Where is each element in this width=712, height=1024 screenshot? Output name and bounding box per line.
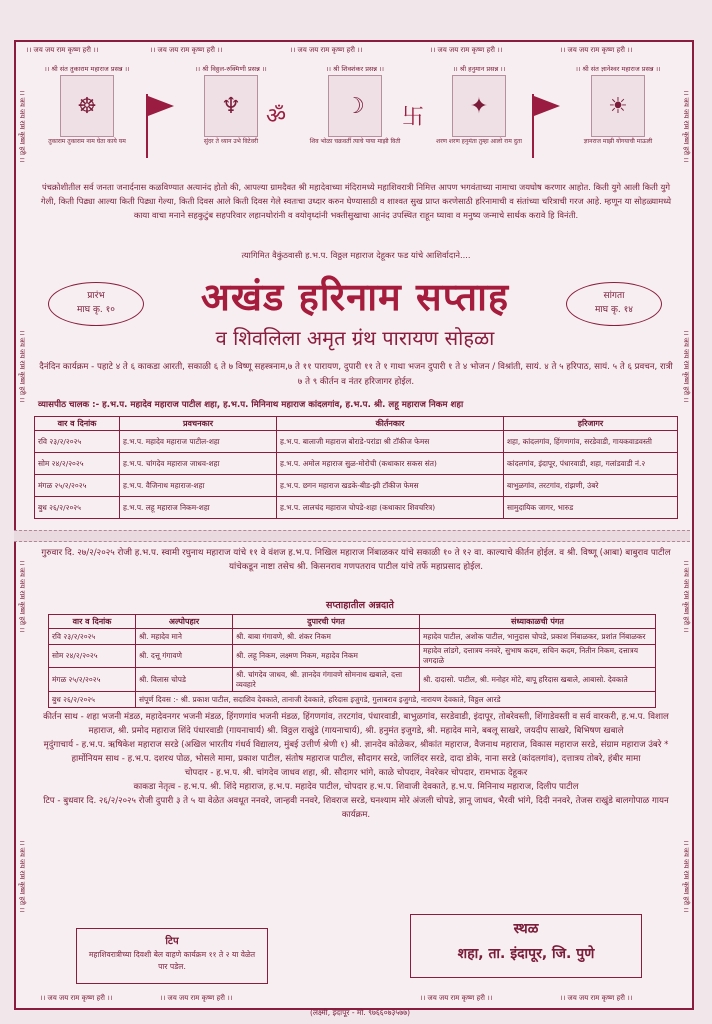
blessing-text: त्यागिमित वैकुंठवासी ह.भ.प. विठ्ठल महाराज देहूकर फड यांचे आशिर्वादाने.... [241, 250, 471, 260]
venue-text: शहा, ता. इंदापूर, जि. पुणे [457, 946, 595, 962]
chant-left: ।। जय जय राम कृष्ण हरी ।। [18, 840, 26, 913]
donors-table [48, 614, 656, 708]
chopdar: चोपदार - ह.भ.प. श्री. चांगदेव जाधव शहा, श्री. सौदागर भांगे, काळे चोपदार, नेवरेकर चोपदार, रामभाऊ देहूकर [184, 768, 528, 778]
chant-left: ।। जय जय राम कृष्ण हरी ।। [18, 560, 26, 633]
table-row: बुध २६/२/२०२५ संपूर्ण दिवस :- श्री. प्रकाश पाटील, सदाशिव देवकाते, तानाजी देवकाते, हरिदास इजुगडे, गुलाबराव इजुगडे, नारायण देवकाते, विठ्ठल आरडे [49, 692, 656, 708]
chant-left: ।। जय जय राम कृष्ण हरी ।। [18, 90, 26, 163]
table-header: कीर्तनकार [277, 417, 504, 431]
flag-right-icon [534, 96, 560, 116]
intro-text: पंचक्रोशीतील सर्व जनता जनार्दनास कळविण्यात अत्यानंद होतो की, आपल्या ग्रामदैवत श्री महादेवाच्या मंदिरामध्ये महाशिवरात्री निमित्त आपण भगवंताच्या नामाचा जयघोष करणार आहोत. किती युगे आली किती युगे गेली, किती पिढ्या आल्या किती पिढ्या गेल्या, किती दिवस आले किती दिवस गेले स्वतःचा उध्दार करुन घेण्यासाठी व शाश्वत सुख प्राप्त करणेसाठी हरिनामाची व संतांच्या चरित्राची गरज आहे. म्हणून या सोहळ्यामध्ये काया वाचा मनाने सहकुटुंब सहपरिवार लहानथोरांनी व वयोवृध्दांनी भक्तीसुखाचा आनंद उपस्थित राहून घ्यावा व मनुष्य जन्माचे सार्थक करावे हि विनंती. [40, 182, 672, 220]
table-header: वार व दिनांक [49, 615, 136, 629]
chant-left: ।। जय जय राम कृष्ण हरी ।। [18, 330, 26, 403]
deity-shiva: ।। श्री शिवशंकर प्रसन्न ।। ☽ शिव भोळा चक्रवर्ती त्याचे पाया माझी विती [309, 65, 401, 145]
note-box [76, 928, 268, 984]
note-heading: टिप [165, 936, 179, 947]
deity-hanuman: ।। श्री हनुमान प्रसन्न ।। ✦ शरण शरण हनुमंता तुम्हा आलो राम दुता [436, 65, 522, 145]
table-row: सोम २४/२/२०२५ श्री. दत्तू गंगावणे श्री. लहू निकम, लक्ष्मण निकम, महादेव निकम महादेव लांडगे, दत्तात्रय ननवरे, सुभाष कदम, सचिन कदम, नितीन निकम, दत्तात्रय जगदाळे [49, 645, 656, 668]
flag-left-icon [148, 96, 174, 116]
table-row: रवि २३/२/२०२५ श्री. महादेव माने श्री. बाबा गंगावणे, श्री. शंकर निकम महादेव पाटील, अशोक पाटील, भानुदास चोपडे, प्रकाश निंबाळकर, प्रशांत निंबाळकर [49, 629, 656, 645]
sub-title: व शिवलिला अमृत ग्रंथ पारायण सोहळा [215, 326, 495, 350]
kirtan-saath: कीर्तन साथ - शहा भजनी मंडळ, महादेवनगर भजनी मंडळ, हिंगणगांव भजनी मंडळ, हिंगणगांव, तरटगांव, पंधारवाडी, बाभुळगांव, सरडेवाडी, इंदापूर, तोबरेवस्ती, शिंगाडेवस्ती व सर्व वारकरी, ह.भ.प. विशाल महाराज, श्री. प्रमोद महाराज शिंदे पंधारवाडी (गायनाचार्य) श्री. विठ्ठल राखुंडे (गायनाचार्य), श्री. हनुमंत इजुगडे, श्री. महादेव माने, बबलू साखरे, जयदीप साखरे, बिभिषण खबाले [43, 712, 669, 736]
chant-top: ।। जय जय राम कृष्ण हरी ।। [150, 46, 223, 54]
om-icon: ॐ [266, 104, 287, 129]
end-badge: सांगता माघ कृ. १४ [566, 282, 662, 326]
daily-program: दैनंदिन कार्यक्रम - पहाटे ४ ते ६ काकडा आरती, सकाळी ६ ते ७ विष्णू सहस्त्रनाम,७ ते ११ पारायण, दुपारी ११ ते १ गाथा भजन दुपारी १ ते ४ भोजन / विश्रांती, सायं. ४ ते ५ हरिपाठ, सायं. ५ ते ६ प्रवचन, रात्री ७ ते ९ कीर्तन व नंतर हरिजागर होईल. [39, 362, 673, 387]
table-header: हरिजागर [504, 417, 678, 431]
shiva-image: ☽ [328, 75, 382, 137]
table-header: अल्पोपहार [136, 615, 233, 629]
chant-right: ।। जय जय राम कृष्ण हरी ।। [682, 560, 690, 633]
table-row: सोम २४/२/२०२५ ह.भ.प. चांगदेव महाराज जाधव-शहा ह.भ.प. अमोल महाराज सुळ-मोरोची (कथाकार सकस संत) कांदलगांव, इंदापूर, पंधारवाडी, शहा, गलांडवाडी नं.२ [35, 453, 678, 475]
printer-footer: (लक्ष्मी, इंदापूर - मो. ९७६६०७३५७७) [309, 1008, 411, 1017]
table-row: बुध २६/२/२०२५ ह.भ.प. लहू महाराज निकम-शहा ह.भ.प. लालचंद महाराज चोपडे-शहा (कथाकार शिवचरित्र) सामुदायिक जागर, भारुड [35, 497, 678, 519]
chant-right: ।। जय जय राम कृष्ण हरी ।। [682, 840, 690, 913]
hanuman-image: ✦ [452, 75, 506, 137]
chant-top: ।। जय जय राम कृष्ण हरी ।। [560, 46, 633, 54]
vyaspeeth-line: व्यासपीठ चालक :- ह.भ.प. महादेव महाराज पाटील शहा, ह.भ.प. मिनिनाथ महाराज कांदलगांव, ह.भ.प. श्री. लहू महाराज निकम शहा [38, 400, 464, 410]
chant-bottom: ।। जय जय राम कृष्ण हरी ।। [160, 994, 233, 1002]
table-header: दुपारची पंगत [233, 615, 420, 629]
note-text: महाशिवरात्रीच्या दिवशी बेल वाहणे कार्यक्रम ११ ते २ या वेळेत पार पडेल. [88, 950, 256, 971]
start-badge: प्रारंभ माघ कृ. १० [48, 282, 144, 326]
chant-bottom: ।। जय जय राम कृष्ण हरी ।। [40, 994, 113, 1002]
table-row: मंगळ २५/२/२०२५ ह.भ.प. वैजिनाथ महाराज-शहा ह.भ.प. छगन महाराज खडके-बीड-झी टॉकीज फेमस बाभुळगांव, तरटगांव, रांझणी, उंबरे [35, 475, 678, 497]
credits-block [36, 710, 676, 822]
table-row: रवि २३/२/२०२५ ह.भ.प. महादेव महाराज पाटील-शहा ह.भ.प. बालाजी महाराज बोराडे-परांडा श्री टॉकीज फेमस शहा, कांदलगांव, हिंगणगांव, सरडेवाडी, गायकवाडवस्ती [35, 431, 678, 453]
chant-bottom: ।। जय जय राम कृष्ण हरी ।। [560, 994, 633, 1002]
fold-crease [14, 530, 690, 542]
tip-line: टिप - बुधवार दि. २६/२/२०२५ रोजी दुपारी ३ ते ५ या वेळेत अवधूत ननवरे, जान्हवी ननवरे, शिवराज सरडे, घनश्याम मोरे अंजली चोपडे, ज्ञानू जाधव, भैरवी भांगे, दिदी ननवरे, तेजस राखुंडे बालगोपाळ गायन कार्यक्रम. [43, 796, 669, 820]
chant-bottom: ।। जय जय राम कृष्ण हरी ।। [420, 994, 493, 1002]
dnyaneshwar-image: ☀ [591, 75, 645, 137]
thursday-program: गुरुवार दि. २७/२/२०२५ रोजी ह.भ.प. स्वामी रघुनाथ महाराज यांचे ११ वे वंशज ह.भ.प. निखिल महाराज निंबाळकर यांचे सकाळी १० ते १२ वा. काल्याचे कीर्तन होईल. व श्री. विष्णू (आबा) बाबुराव पाटील यांचेकडून नाष्टा तसेच श्री. किसनराव गणपतराव पाटील यांचे तर्फे महाप्रसाद होईल. [41, 548, 671, 572]
swastik-icon: 卐 [402, 105, 425, 130]
chant-right: ।। जय जय राम कृष्ण हरी ।। [682, 90, 690, 163]
chant-top: ।। जय जय राम कृष्ण हरी ।। [26, 46, 99, 54]
tukaram-image: ☸ [60, 75, 114, 137]
deity-tukaram: ।। श्री संत तुकाराम महाराज प्रसन्न ।। ☸ तुकाराम तुकाराम नाम घेता काये यम [44, 65, 130, 145]
table-header: संध्याकाळची पंगत [420, 615, 656, 629]
venue-heading: स्थळ [513, 921, 539, 937]
kakda-netrutva: काकडा नेतृत्व - ह.भ.प. श्री. शिंदे महाराज, ह.भ.प. महादेव पाटील, चोपदार ह.भ.प. शिवाजी देवकाते, ह.भ.प. मिनिनाथ महाराज, दिलीप पाटील [133, 782, 579, 792]
chant-top: ।। जय जय राम कृष्ण हरी ।। [290, 46, 363, 54]
deity-vitthal: ।। श्री विठ्ठल-रुक्मिणी प्रसन्न ।। ♆ सुंदर ते ध्यान उभे विटेवरी [195, 65, 267, 145]
venue-box [410, 914, 642, 978]
mridanga-harmonium: मृदुंगाचार्य - ह.भ.प. ऋषिकेश महाराज सरडे (अखिल भारतीय गंधर्व विद्यालय, मुंबई उत्तीर्ण श्रेणी १) श्री. ज्ञानदेव कोळेकर, श्रीकांत महाराज, वैजनाथ महाराज, विकास महाराज सरडे, संग्राम महाराज उंबरे * हार्मोनियम साथ - ह.भ.प. दशरथ पोळ, भोसले मामा, प्रकाश पाटील, संतोष महाराज पाटील, सौदागर सरडे, जालिंदर सरडे, दादा डोके, नाना सरडे (कांदलगांव), दत्तात्रय तोबरे, हंबीर मामा [43, 740, 669, 764]
chant-right: ।। जय जय राम कृष्ण हरी ।। [682, 330, 690, 403]
chant-top: ।। जय जय राम कृष्ण हरी ।। [430, 46, 503, 54]
vitthal-image: ♆ [204, 75, 258, 137]
table-header: प्रवचनकार [120, 417, 277, 431]
donors-heading: सप्ताहातील अन्नदाते [326, 600, 394, 611]
table-row: मंगळ २५/२/२०२५ श्री. विलास चोपडे श्री. चांगदेव जाधव, श्री. ज्ञानदेव गंगावणे सोमनाथ खबाले, दत्ता व्यवहारे श्री. दादासो. पाटील, श्री. मनोहर मोटे, बापू हरिदास खबाले, आबासो. देवकाते [49, 668, 656, 692]
deity-dnyaneshwar: ।। श्री संत ज्ञानेश्वर महाराज प्रसन्न ।। ☀ ज्ञानराज माझी योगयाची माऊली [575, 65, 661, 145]
schedule-table [34, 416, 678, 519]
main-title: अखंड हरिनाम सप्ताह [200, 275, 510, 319]
table-header: वार व दिनांक [35, 417, 120, 431]
